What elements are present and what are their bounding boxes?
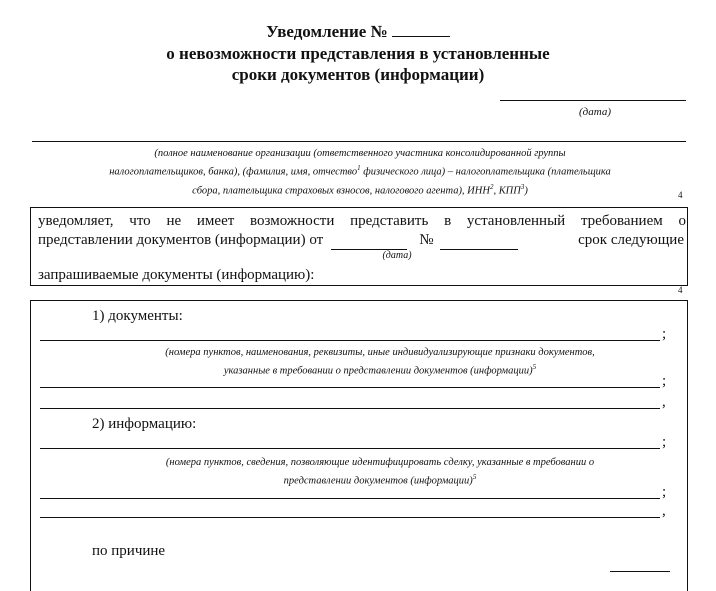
footnote-3: 3: [520, 182, 525, 191]
document-title: [0, 22, 716, 42]
org-caption-line-3: [20, 180, 700, 199]
title-line-2: о невозможности представления в установленные: [166, 44, 550, 63]
notify-line-1: уведомляет, что не имеет возможности представить в установленный требованием о: [38, 213, 686, 229]
footnote-5-documents: 5: [532, 363, 537, 371]
number-sign: №: [419, 232, 434, 248]
organization-name-line: [32, 141, 686, 142]
notify-line-2-end: срок следующие: [578, 232, 684, 248]
notice-number-blank: [392, 36, 450, 37]
documents-semicolon-1: ;: [662, 326, 667, 342]
documents-line-1: [40, 340, 660, 341]
date-line: [500, 100, 686, 101]
reason-label: по причине: [92, 543, 166, 559]
footnote-1: 1: [357, 164, 361, 172]
footnote-5-information: 5: [472, 473, 477, 481]
information-line-2: [40, 498, 660, 499]
request-date-blank: [331, 233, 407, 250]
documents-caption-2a: указанные в требовании о представлении документов (информации): [223, 365, 533, 377]
information-caption-2a: представлении документов (информации): [283, 475, 473, 487]
information-line-3: [40, 517, 660, 518]
reason-line: [610, 571, 670, 572]
information-line-1: [40, 448, 660, 449]
documents-caption-line-2: [60, 360, 700, 379]
information-semicolon-1: ;: [662, 434, 667, 450]
documents-comma: ,: [662, 394, 666, 410]
title-line-3: сроки документов (информации): [231, 65, 485, 84]
information-caption-line-2: [60, 470, 700, 489]
notify-line-2: [38, 230, 684, 250]
documents-caption: [60, 345, 700, 379]
org-caption-2b: физического лица) – налогоплательщика (плательщика: [360, 166, 611, 178]
org-caption-line-1: (полное наименование организации (ответственного участника консолидированной группы: [154, 148, 566, 159]
request-date-label: (дата): [382, 250, 412, 261]
footnote-mark-4-top: 4: [678, 190, 683, 200]
organization-caption: [20, 146, 700, 198]
date-label: (дата): [579, 106, 611, 118]
documents-line-2: [40, 387, 660, 388]
org-caption-line-2: [20, 161, 700, 180]
information-label: 2) информацию:: [92, 416, 197, 432]
footnote-mark-4-bottom: 4: [678, 285, 683, 295]
org-caption-3c: ): [524, 185, 528, 196]
documents-caption-line-1: (номера пунктов, наименования, реквизиты, иные индивидуализирующие признаки документов,: [165, 347, 595, 358]
documents-label: 1) документы:: [92, 308, 183, 324]
notify-line-2-start: представлении документов (информации) от: [38, 232, 324, 248]
title-line-1: Уведомление №: [266, 22, 388, 41]
information-semicolon-2: ;: [662, 484, 667, 500]
documents-line-3: [40, 408, 660, 409]
footnote-2: 2: [489, 182, 494, 191]
information-comma: ,: [662, 503, 666, 519]
request-number-blank: [440, 233, 518, 250]
information-caption-line-1: (номера пунктов, сведения, позволяющие идентифицировать сделку, указанные в требовании о: [165, 457, 595, 468]
org-caption-3b: , КПП: [493, 185, 521, 196]
documents-semicolon-2: ;: [662, 373, 667, 389]
notify-line-3: запрашиваемые документы (информацию):: [38, 267, 315, 283]
information-caption: [60, 455, 700, 489]
org-caption-2a: налогоплательщиков, банка), (фамилия, имя, отчество: [109, 166, 358, 178]
org-caption-3a: сбора, плательщика страховых взносов, налогового агента), ИНН: [192, 185, 490, 196]
